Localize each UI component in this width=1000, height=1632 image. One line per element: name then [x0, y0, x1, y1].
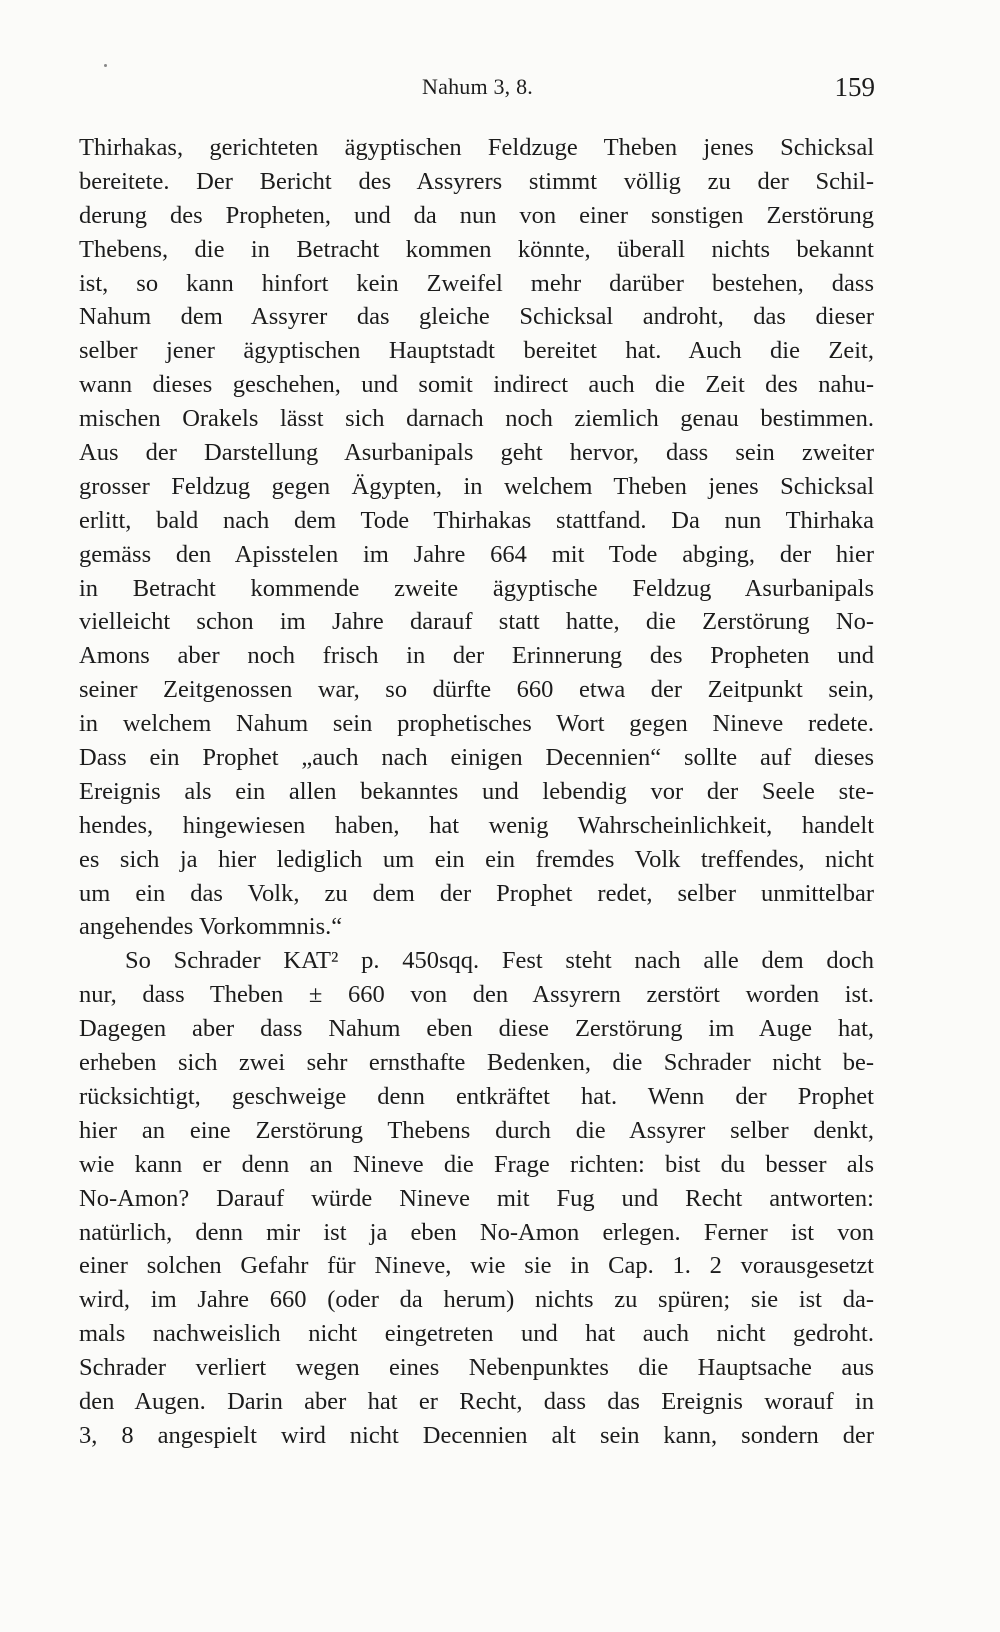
text-line: selber jener ägyptischen Hauptstadt bereitet hat. Auch die Zeit, [79, 337, 874, 365]
text-line: Aus der Darstellung Asurbanipals geht hervor, dass sein zweiter [79, 439, 874, 467]
text-line: Thirhakas, gerichteten ägyptischen Feldzuge Theben jenes Schicksal [79, 134, 874, 161]
page-header [80, 74, 875, 108]
text-line: Amons aber noch frisch in der Erinnerung des Propheten und [79, 642, 874, 670]
text-line: nur, dass Theben ± 660 von den Assyrern zerstört worden ist. [79, 981, 874, 1009]
text-line: mals nachweislich nicht eingetreten und hat auch nicht gedroht. [79, 1320, 874, 1348]
text-line: wird, im Jahre 660 (oder da herum) nichts zu spüren; sie ist da- [79, 1286, 874, 1314]
text-line: Dagegen aber dass Nahum eben diese Zerstörung im Auge hat, [79, 1015, 874, 1043]
body-text [79, 131, 874, 1453]
text-line: mischen Orakels lässt sich darnach noch ziemlich genau bestimmen. [79, 405, 874, 433]
text-line: rücksichtigt, geschweige denn entkräftet hat. Wenn der Prophet [79, 1082, 874, 1110]
text-line: den Augen. Darin aber hat er Recht, dass das Ereignis worauf in [79, 1387, 874, 1415]
text-line: wie kann er denn an Nineve die Frage richten: bist du besser als [79, 1150, 874, 1178]
text-line: vielleicht schon im Jahre darauf statt hatte, die Zerstörung No- [79, 608, 874, 636]
text-line: Nahum dem Assyrer das gleiche Schicksal androht, das dieser [79, 303, 874, 331]
page-number: 159 [834, 72, 875, 102]
text-line: Thebens, die in Betracht kommen könnte, überall nichts bekannt [79, 235, 874, 263]
text-line: derung des Propheten, und da nun von einer sonstigen Zerstörung [79, 201, 874, 229]
text-line: Dass ein Prophet „auch nach einigen Decennien“ sollte auf dieses [79, 744, 874, 772]
text-line: ist, so kann hinfort kein Zweifel mehr darüber bestehen, dass [79, 269, 874, 297]
text-line: bereitete. Der Bericht des Assyrers stimmt völlig zu der Schil- [79, 167, 874, 195]
text-line: in welchem Nahum sein prophetisches Wort gegen Nineve redete. [79, 710, 874, 738]
running-head: Nahum 3, 8. [422, 74, 533, 99]
text-line: 3, 8 angespielt wird nicht Decennien alt sein kann, sondern der [79, 1421, 874, 1449]
text-line: gemäss den Apisstelen im Jahre 664 mit Tode abging, der hier [79, 540, 874, 568]
text-line: es sich ja hier lediglich um ein ein fremdes Volk treffendes, nicht [79, 845, 874, 873]
text-line: erheben sich zwei sehr ernsthafte Bedenken, die Schrader nicht be- [79, 1049, 874, 1077]
speck-mark [104, 64, 107, 67]
text-line: grosser Feldzug gegen Ägypten, in welchem Theben jenes Schicksal [79, 472, 874, 500]
text-line: erlitt, bald nach dem Tode Thirhakas stattfand. Da nun Thirhaka [79, 506, 874, 534]
text-line: um ein das Volk, zu dem der Prophet redet, selber unmittelbar [79, 879, 874, 907]
text-line: in Betracht kommende zweite ägyptische Feldzug Asurbanipals [79, 574, 874, 602]
text-line: Ereignis als ein allen bekanntes und lebendig vor der Seele ste- [79, 777, 874, 805]
text-line: hendes, hingewiesen haben, hat wenig Wahrscheinlichkeit, handelt [79, 811, 874, 839]
text-line: einer solchen Gefahr für Nineve, wie sie in Cap. 1. 2 vorausgesetzt [79, 1252, 874, 1280]
paragraph [79, 944, 874, 1452]
text-line: So Schrader KAT² p. 450sqq. Fest steht nach alle dem doch [125, 947, 874, 975]
text-line: angehendes Vorkommnis.“ [79, 913, 343, 941]
text-line: natürlich, denn mir ist ja eben No-Amon erlegen. Ferner ist von [79, 1218, 874, 1246]
text-line: Schrader verliert wegen eines Nebenpunktes die Hauptsache aus [79, 1354, 874, 1382]
text-line: No-Amon? Darauf würde Nineve mit Fug und Recht antworten: [79, 1184, 874, 1212]
text-line: seiner Zeitgenossen war, so dürfte 660 etwa der Zeitpunkt sein, [79, 676, 874, 704]
text-line: wann dieses geschehen, und somit indirect auch die Zeit des nahu- [79, 371, 874, 399]
text-line: hier an eine Zerstörung Thebens durch die Assyrer selber denkt, [79, 1116, 874, 1144]
paragraph [79, 131, 874, 944]
